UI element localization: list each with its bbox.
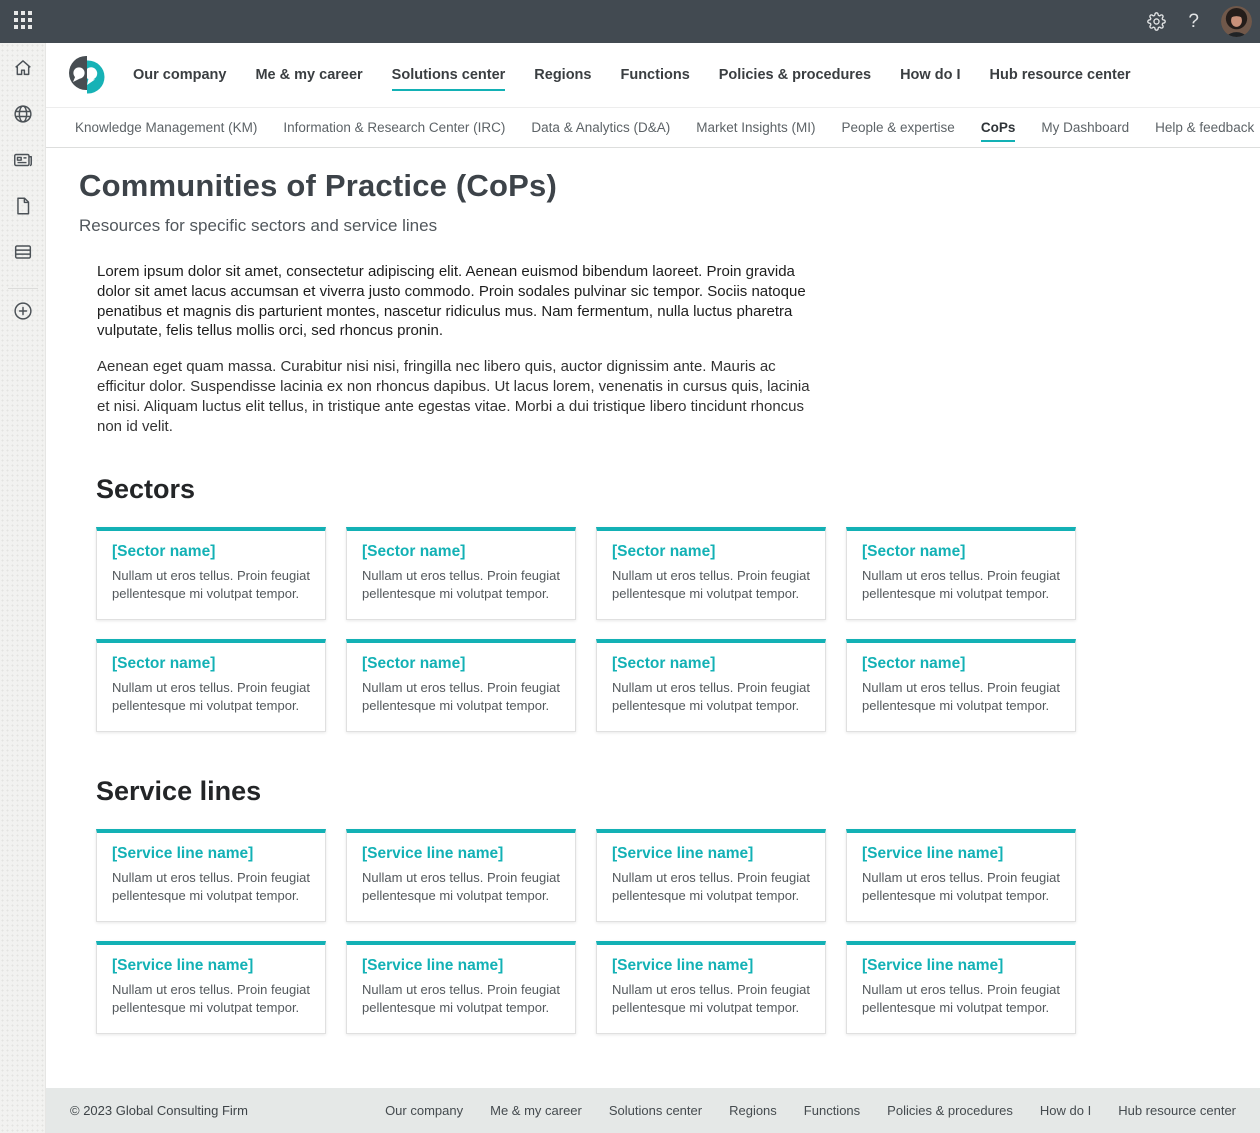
card-title: [Sector name] bbox=[362, 655, 466, 673]
subnav-item[interactable]: Information & Research Center (IRC) bbox=[283, 119, 506, 135]
subnav-item[interactable]: People & expertise bbox=[841, 119, 955, 135]
document-icon[interactable] bbox=[11, 194, 35, 218]
user-avatar[interactable] bbox=[1221, 6, 1252, 37]
card-title: [Sector name] bbox=[112, 543, 216, 561]
service-line-card[interactable] bbox=[596, 941, 826, 1034]
sector-card[interactable] bbox=[346, 527, 576, 620]
footer-nav-item[interactable]: Functions bbox=[803, 1103, 861, 1118]
card-description: Nullam ut eros tellus. Proin feugiat pellentesque mi volutpat tempor. bbox=[112, 982, 310, 1015]
lists-icon[interactable] bbox=[11, 240, 35, 264]
card-title: [Sector name] bbox=[612, 655, 716, 673]
sector-card[interactable] bbox=[96, 527, 326, 620]
rail-divider bbox=[8, 288, 38, 289]
main-nav-item[interactable]: Solutions center bbox=[392, 59, 506, 91]
intro-paragraph: Aenean eget quam massa. Curabitur nisi nisi, fringilla nec libero quis, auctor dignissim ante. Mauris ac efficitur dolor. Suspendisse lacinia ex non rhoncus dapibus. Ut lacus lorem, venenatis in cursus quis, lacinia et nisi. Aliquam luctus elit tellus, in tristique ante egestas vitae. Morbi a dui tristique libero tincidunt rhoncus non id velit. bbox=[97, 358, 810, 435]
card-description: Nullam ut eros tellus. Proin feugiat pellentesque mi volutpat tempor. bbox=[112, 568, 310, 601]
card-title: [Sector name] bbox=[862, 655, 966, 673]
gear-icon[interactable] bbox=[1146, 12, 1166, 32]
card-title: [Sector name] bbox=[112, 655, 216, 673]
card-title: [Service line name] bbox=[612, 957, 754, 975]
main-nav bbox=[133, 59, 1131, 91]
subnav-item[interactable]: Market Insights (MI) bbox=[696, 119, 816, 135]
main-nav-item[interactable]: Me & my career bbox=[255, 67, 363, 83]
topbar-actions bbox=[1146, 6, 1252, 37]
card-title: [Service line name] bbox=[362, 957, 504, 975]
card-description: Nullam ut eros tellus. Proin feugiat pellentesque mi volutpat tempor. bbox=[362, 568, 560, 601]
app-launcher-icon[interactable] bbox=[14, 11, 36, 33]
card-description: Nullam ut eros tellus. Proin feugiat pellentesque mi volutpat tempor. bbox=[112, 870, 310, 903]
footer-nav-item[interactable]: Regions bbox=[729, 1103, 777, 1118]
help-icon[interactable]: ? bbox=[1188, 10, 1199, 32]
subnav-item[interactable]: Help & feedback bbox=[1155, 119, 1255, 135]
sector-card[interactable] bbox=[596, 527, 826, 620]
section-sectors bbox=[96, 474, 1260, 732]
service-line-card-grid bbox=[96, 829, 1260, 1034]
card-description: Nullam ut eros tellus. Proin feugiat pellentesque mi volutpat tempor. bbox=[612, 982, 810, 1015]
section-service-lines bbox=[96, 776, 1260, 1034]
card-description: Nullam ut eros tellus. Proin feugiat pellentesque mi volutpat tempor. bbox=[362, 870, 560, 903]
copyright-text: © 2023 Global Consulting Firm bbox=[70, 1103, 248, 1118]
subnav-item[interactable]: Data & Analytics (D&A) bbox=[531, 119, 671, 135]
page-subtitle: Resources for specific sectors and service lines bbox=[79, 216, 438, 235]
page-content bbox=[46, 148, 1260, 1088]
company-logo[interactable] bbox=[62, 51, 110, 99]
card-title: [Sector name] bbox=[862, 543, 966, 561]
main-nav-item[interactable]: How do I bbox=[900, 67, 961, 83]
card-title: [Service line name] bbox=[862, 845, 1004, 863]
subnav-item[interactable]: Knowledge Management (KM) bbox=[75, 119, 258, 135]
card-description: Nullam ut eros tellus. Proin feugiat pellentesque mi volutpat tempor. bbox=[112, 680, 310, 713]
top-bar bbox=[0, 0, 1260, 43]
sector-card[interactable] bbox=[846, 639, 1076, 732]
main-nav-item[interactable]: Policies & procedures bbox=[718, 67, 872, 83]
main-column bbox=[46, 43, 1260, 1133]
card-title: [Service line name] bbox=[112, 845, 254, 863]
card-description: Nullam ut eros tellus. Proin feugiat pellentesque mi volutpat tempor. bbox=[362, 680, 560, 713]
page-shell bbox=[0, 43, 1260, 1133]
service-line-card[interactable] bbox=[846, 941, 1076, 1034]
footer-nav-item[interactable]: Me & my career bbox=[490, 1103, 582, 1118]
card-title: [Sector name] bbox=[612, 543, 716, 561]
service-line-card[interactable] bbox=[346, 941, 576, 1034]
footer-nav-item[interactable]: Hub resource center bbox=[1118, 1103, 1236, 1118]
card-title: [Service line name] bbox=[862, 957, 1004, 975]
sector-card[interactable] bbox=[846, 527, 1076, 620]
sector-card[interactable] bbox=[96, 639, 326, 732]
sector-card[interactable] bbox=[346, 639, 576, 732]
site-header bbox=[46, 43, 1260, 108]
main-nav-item[interactable]: Our company bbox=[133, 67, 227, 83]
card-description: Nullam ut eros tellus. Proin feugiat pellentesque mi volutpat tempor. bbox=[862, 870, 1060, 903]
card-description: Nullam ut eros tellus. Proin feugiat pellentesque mi volutpat tempor. bbox=[862, 982, 1060, 1015]
card-description: Nullam ut eros tellus. Proin feugiat pellentesque mi volutpat tempor. bbox=[612, 680, 810, 713]
sector-card-grid bbox=[96, 527, 1260, 732]
card-title: [Service line name] bbox=[112, 957, 254, 975]
main-nav-item[interactable]: Regions bbox=[534, 67, 592, 83]
footer-nav bbox=[385, 1103, 1236, 1118]
intro-paragraph: Lorem ipsum dolor sit amet, consectetur adipiscing elit. Aenean euismod bibendum laoreet. Proin gravida dolor sit amet lacus accumsan et viverra justo commodo. Proin sodales pulvinar sic tempor. Sociis natoque penatibus et magnis dis parturient montes, nascetur ridiculus mus. Nam fermentum, nulla luctus pharetra vulputate, felis tellus mollis orci, sed rhoncus pronin. bbox=[97, 263, 806, 340]
add-icon[interactable] bbox=[11, 299, 35, 323]
card-description: Nullam ut eros tellus. Proin feugiat pellentesque mi volutpat tempor. bbox=[612, 870, 810, 903]
service-line-card[interactable] bbox=[96, 829, 326, 922]
footer-nav-item[interactable]: Our company bbox=[385, 1103, 464, 1118]
footer-nav-item[interactable]: Policies & procedures bbox=[887, 1103, 1013, 1118]
service-line-card[interactable] bbox=[96, 941, 326, 1034]
service-line-card[interactable] bbox=[596, 829, 826, 922]
footer-nav-item[interactable]: Solutions center bbox=[608, 1103, 703, 1118]
card-title: [Sector name] bbox=[362, 543, 466, 561]
intro-text bbox=[97, 262, 813, 436]
card-description: Nullam ut eros tellus. Proin feugiat pellentesque mi volutpat tempor. bbox=[862, 680, 1060, 713]
subnav-item[interactable]: CoPs bbox=[981, 114, 1016, 142]
subnav-item[interactable]: My Dashboard bbox=[1041, 119, 1130, 135]
footer-nav-item[interactable]: How do I bbox=[1039, 1103, 1092, 1118]
page-title: Communities of Practice (CoPs) bbox=[79, 168, 557, 203]
card-description: Nullam ut eros tellus. Proin feugiat pellentesque mi volutpat tempor. bbox=[362, 982, 560, 1015]
card-description: Nullam ut eros tellus. Proin feugiat pellentesque mi volutpat tempor. bbox=[862, 568, 1060, 601]
sector-card[interactable] bbox=[596, 639, 826, 732]
home-icon[interactable] bbox=[11, 56, 35, 80]
card-title: [Service line name] bbox=[362, 845, 504, 863]
left-rail bbox=[0, 43, 46, 1133]
main-nav-item[interactable]: Functions bbox=[620, 67, 690, 83]
card-description: Nullam ut eros tellus. Proin feugiat pellentesque mi volutpat tempor. bbox=[612, 568, 810, 601]
site-footer bbox=[46, 1088, 1260, 1133]
news-icon[interactable] bbox=[11, 148, 35, 172]
hub-subnav bbox=[46, 108, 1260, 148]
service-line-card[interactable] bbox=[846, 829, 1076, 922]
service-line-card[interactable] bbox=[346, 829, 576, 922]
globe-icon[interactable] bbox=[11, 102, 35, 126]
section-heading: Sectors bbox=[96, 474, 196, 505]
main-nav-item[interactable]: Hub resource center bbox=[989, 67, 1131, 83]
card-title: [Service line name] bbox=[612, 845, 754, 863]
section-heading: Service lines bbox=[96, 776, 262, 807]
